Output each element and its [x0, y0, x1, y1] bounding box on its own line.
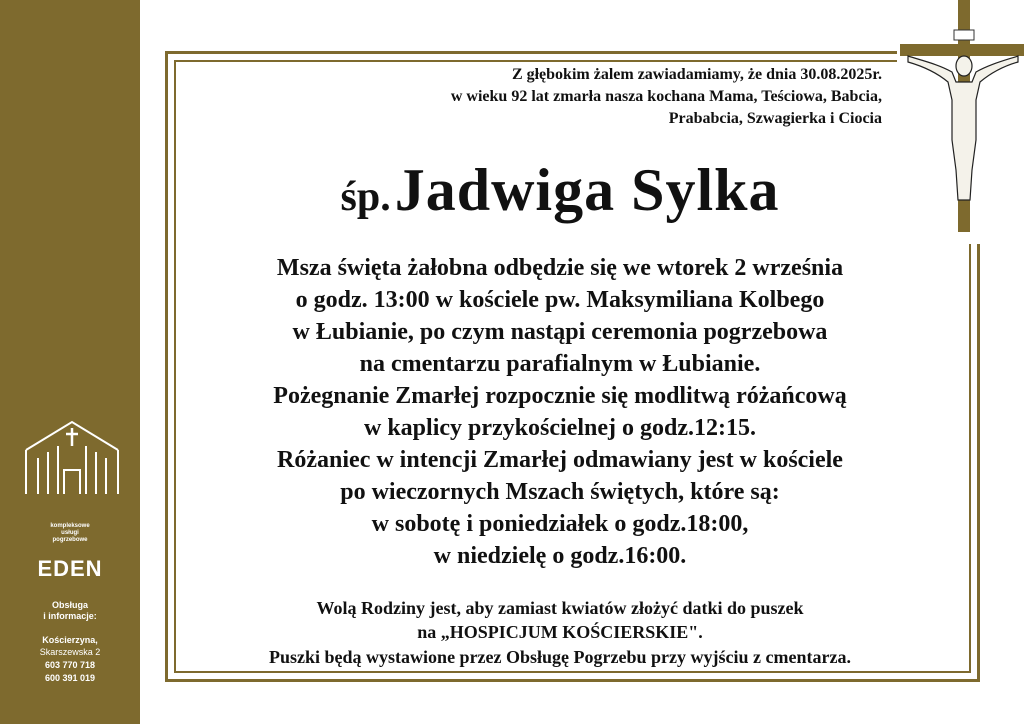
intro-line: Prababcia, Szwagierka i Ciocia — [668, 110, 882, 127]
name-prefix: śp. — [340, 174, 391, 220]
info-label — [0, 600, 140, 622]
body-line: Pożegnanie Zmarłej rozpocznie się modlitwą różańcową — [273, 383, 847, 409]
body-line: Msza święta żałobna odbędzie się we wtorek 2 września — [276, 255, 844, 281]
body-line: w Łubianie, po czym nastąpi ceremonia pogrzebowa — [292, 319, 828, 345]
body-line: w kaplicy przykościelnej o godz.12:15. — [364, 415, 756, 441]
body-line: w sobotę i poniedziałek o godz.18:00, — [371, 511, 749, 537]
body-line: Różaniec w intencji Zmarłej odmawiany jest w kościele — [277, 447, 843, 473]
intro-line: Z głębokim żalem zawiadamiamy, że dnia 30.08.2025r. — [511, 66, 882, 83]
full-name: Jadwiga Sylka — [394, 157, 780, 223]
church-logo-icon — [22, 418, 122, 498]
brand-tagline — [0, 523, 140, 544]
footer-line: Puszki będą wystawione przez Obsługę Pogrzebu przy wyjściu z cmentarza. — [269, 647, 851, 667]
info-label-line: Obsługa — [51, 600, 88, 610]
intro-line: w wieku 92 lat zmarła nasza kochana Mama, Teściowa, Babcia, — [450, 88, 882, 105]
brand-name: EDEN — [37, 556, 103, 581]
address-city: Kościerzyna, — [42, 635, 98, 645]
tagline-line: pogrzebowe — [52, 537, 88, 543]
body-line: w niedzielę o godz.16:00. — [433, 543, 687, 569]
phone-number: 603 770 718 — [44, 660, 96, 670]
body-line: na cmentarzu parafialnym w Łubianie. — [359, 351, 761, 377]
deceased-name — [180, 156, 940, 225]
footer-line: Wolą Rodziny jest, aby zamiast kwiatów złożyć datki do puszek — [316, 598, 804, 618]
sidebar-panel — [0, 0, 140, 724]
info-label-line: i informacje: — [43, 611, 97, 621]
address-street: Skarszewska 2 — [39, 647, 101, 657]
body-line: po wieczornych Mszach świętych, które są: — [340, 479, 780, 505]
body-line: o godz. 13:00 w kościele pw. Maksymiliana Kolbego — [295, 287, 825, 313]
footer-line: na „HOSPICJUM KOŚCIERSKIE". — [417, 622, 703, 642]
tagline-line: kompleksowe — [50, 523, 90, 529]
tagline-line: usługi — [61, 530, 79, 536]
phone-number: 600 391 019 — [44, 673, 96, 683]
